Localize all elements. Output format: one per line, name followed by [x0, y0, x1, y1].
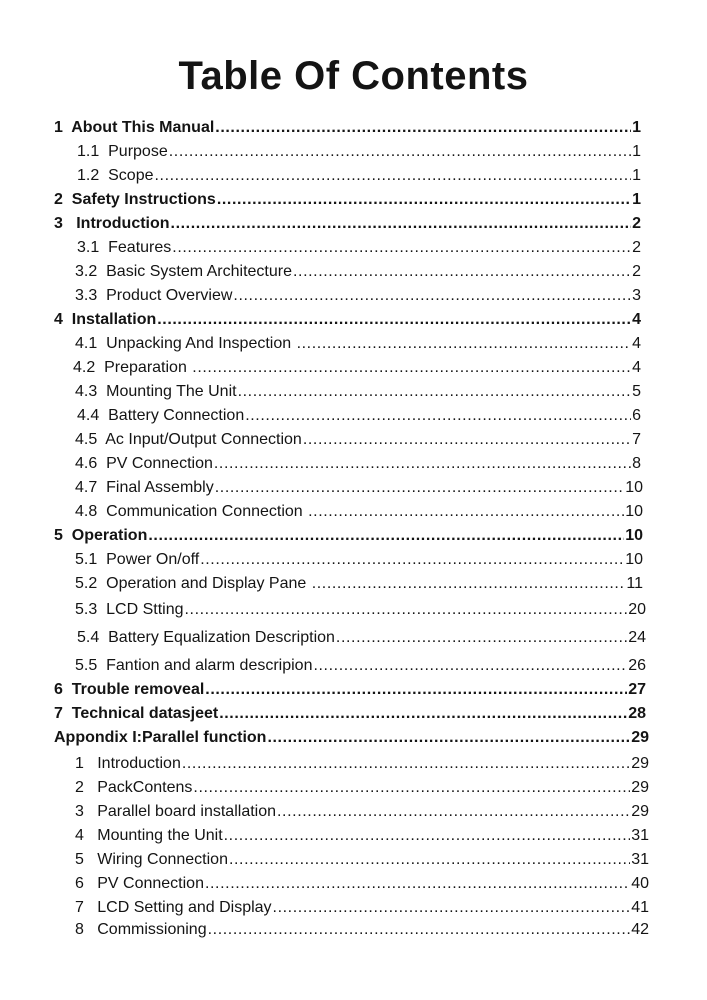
toc-entry: [54, 703, 646, 725]
toc-dot-leader: [169, 141, 631, 163]
toc-entry: [75, 453, 641, 475]
toc-dot-leader: [219, 703, 627, 725]
toc-entry-page-number: 1: [632, 119, 641, 136]
toc-dot-leader: [336, 627, 627, 649]
toc-entry: [54, 189, 641, 211]
toc-entry-page-number: 7: [632, 431, 641, 448]
toc-entry-label: 4 Mounting the Unit: [75, 827, 223, 844]
toc-entry-label: 3.3 Product Overview: [75, 287, 233, 304]
toc-dot-leader: [148, 525, 624, 547]
toc-entry-page-number: 20: [628, 601, 646, 618]
toc-entry: [75, 477, 643, 499]
toc-entry: [75, 381, 641, 403]
toc-dot-leader: [233, 285, 631, 307]
toc-dot-leader: [192, 357, 631, 379]
toc-entry-page-number: 1: [632, 191, 641, 208]
toc-entry-label: 3 Parallel board installation: [75, 803, 277, 820]
toc-entry-page-number: 10: [625, 503, 643, 520]
toc-entry: [77, 237, 641, 259]
toc-entry-page-number: 41: [631, 899, 649, 916]
toc-entry: [75, 897, 649, 919]
toc-entry: [75, 801, 649, 823]
toc-entry-page-number: 31: [631, 851, 649, 868]
toc-entry-label: 2 PackContens: [75, 779, 193, 796]
toc-entry-label: 4.1 Unpacking And Inspection: [75, 335, 296, 352]
toc-dot-leader: [245, 405, 631, 427]
toc-entry-label: 8 Commissioning: [75, 921, 207, 938]
toc-entry-page-number: 8: [632, 455, 641, 472]
toc-entry-label: Appondix I:Parallel function: [54, 729, 267, 746]
toc-entry-page-number: 10: [625, 479, 643, 496]
toc-entry: [75, 261, 641, 283]
toc-entry-page-number: 1: [632, 167, 641, 184]
toc-dot-leader: [308, 501, 624, 523]
toc-entry: [75, 599, 646, 621]
toc-dot-leader: [293, 261, 631, 283]
toc-dot-leader: [277, 801, 630, 823]
toc-entry-page-number: 10: [625, 551, 643, 568]
toc-entry-page-number: 4: [632, 311, 641, 328]
toc-entry-page-number: 26: [628, 657, 646, 674]
toc-dot-leader: [313, 655, 627, 677]
toc-entry-page-number: 6: [632, 407, 641, 424]
toc-entry-label: 4.8 Communication Connection: [75, 503, 308, 520]
toc-entry-page-number: 27: [628, 681, 646, 698]
toc-entry-label: 1 About This Manual: [54, 119, 215, 136]
toc-entry: [54, 679, 646, 701]
toc-entry-label: 3 Introduction: [54, 215, 170, 232]
toc-entry: [77, 405, 641, 427]
toc-dot-leader: [193, 777, 630, 799]
toc-entry: [54, 213, 641, 235]
toc-entry-page-number: 2: [632, 215, 641, 232]
toc-entry-label: 2 Safety Instructions: [54, 191, 216, 208]
toc-entry: [75, 919, 649, 941]
toc-dot-leader: [217, 189, 631, 211]
toc-entry-page-number: 31: [631, 827, 649, 844]
page-title: Table Of Contents: [178, 54, 529, 98]
toc-entry: [73, 357, 641, 379]
toc-entry-label: 3.2 Basic System Architecture: [75, 263, 292, 280]
toc-entry-label: 1.2 Scope: [77, 167, 154, 184]
toc-entry-label: 4.2 Preparation: [73, 359, 192, 376]
toc-dot-leader: [273, 897, 631, 919]
toc-entry-page-number: 42: [631, 921, 649, 938]
toc-entry: [75, 573, 643, 595]
toc-entry: [75, 429, 641, 451]
toc-entry-label: 6 Trouble removeal: [54, 681, 205, 698]
toc-entry-page-number: 10: [625, 527, 643, 544]
toc-dot-leader: [297, 333, 632, 355]
toc-entry-label: 4.5 Ac Input/Output Connection: [75, 431, 302, 448]
toc-entry: [77, 141, 641, 163]
toc-entry-page-number: 29: [631, 779, 649, 796]
toc-dot-leader: [205, 679, 627, 701]
toc-dot-leader: [267, 727, 630, 749]
toc-entry-label: 4.7 Final Assembly: [75, 479, 214, 496]
toc-entry-label: 1.1 Purpose: [77, 143, 168, 160]
toc-dot-leader: [229, 849, 630, 871]
toc-entry-label: 7 LCD Setting and Display: [75, 899, 272, 916]
toc-entry-page-number: 40: [631, 875, 649, 892]
toc-entry-page-number: 2: [632, 239, 641, 256]
toc-entry-label: 5.3 LCD Stting: [75, 601, 184, 618]
toc-entry: [54, 309, 641, 331]
toc-entry: [75, 849, 649, 871]
toc-entry-label: 6 PV Connection: [75, 875, 204, 892]
toc-entry-page-number: 4: [632, 359, 641, 376]
toc-entry: [54, 117, 641, 139]
toc-entry-page-number: 29: [631, 803, 649, 820]
toc-entry-page-number: 2: [632, 263, 641, 280]
toc-entry: [75, 655, 646, 677]
toc-entry-label: 5.4 Battery Equalization Description: [77, 629, 335, 646]
toc-dot-leader: [157, 309, 631, 331]
toc-dot-leader: [182, 753, 630, 775]
toc-entry-page-number: 4: [632, 335, 641, 352]
toc-entry-page-number: 3: [632, 287, 641, 304]
toc-dot-leader: [215, 117, 631, 139]
toc-entry-page-number: 24: [628, 629, 646, 646]
toc-entry-page-number: 5: [632, 383, 641, 400]
toc-entry: [75, 333, 641, 355]
toc-entry: [75, 825, 649, 847]
toc-entry-label: 4.3 Mounting The Unit: [75, 383, 237, 400]
toc-entry-page-number: 29: [631, 729, 649, 746]
toc-dot-leader: [215, 477, 624, 499]
toc-entry: [75, 753, 649, 775]
toc-dot-leader: [205, 873, 630, 895]
toc-entry-label: 4 Installation: [54, 311, 157, 328]
toc-entry-page-number: 1: [632, 143, 641, 160]
toc-entry: [54, 727, 649, 749]
toc-dot-leader: [200, 549, 624, 571]
toc-dot-leader: [214, 453, 631, 475]
toc-dot-leader: [208, 919, 631, 941]
toc-entry-page-number: 29: [631, 755, 649, 772]
toc-dot-leader: [312, 573, 626, 595]
toc-dot-leader: [303, 429, 631, 451]
toc-entry: [77, 165, 641, 187]
toc-entry-label: 5.2 Operation and Display Pane: [75, 575, 311, 592]
toc-entry-label: 5 Wiring Connection: [75, 851, 228, 868]
toc-entry: [77, 627, 646, 649]
toc-entry-label: 4.6 PV Connection: [75, 455, 213, 472]
toc-dot-leader: [185, 599, 628, 621]
toc-dot-leader: [238, 381, 632, 403]
toc-entry: [75, 873, 649, 895]
toc-entry-label: 1 Introduction: [75, 755, 181, 772]
toc-dot-leader: [171, 213, 632, 235]
toc-dot-leader: [224, 825, 631, 847]
toc-entry-label: 5 Operation: [54, 527, 148, 544]
toc-entry: [54, 525, 643, 547]
toc-entry-page-number: 28: [628, 705, 646, 722]
toc-entry-page-number: 11: [626, 575, 643, 592]
toc-entry-label: 4.4 Battery Connection: [77, 407, 245, 424]
toc-entry-label: 3.1 Features: [77, 239, 172, 256]
toc-entry: [75, 285, 641, 307]
toc-entry-label: 5.5 Fantion and alarm descripion: [75, 657, 313, 674]
toc-dot-leader: [172, 237, 631, 259]
toc-dot-leader: [155, 165, 632, 187]
toc-entry-label: 7 Technical datasjeet: [54, 705, 219, 722]
toc-entry-label: 5.1 Power On/off: [75, 551, 200, 568]
toc-entry: [75, 501, 643, 523]
toc-entry: [75, 549, 643, 571]
toc-entry: [75, 777, 649, 799]
